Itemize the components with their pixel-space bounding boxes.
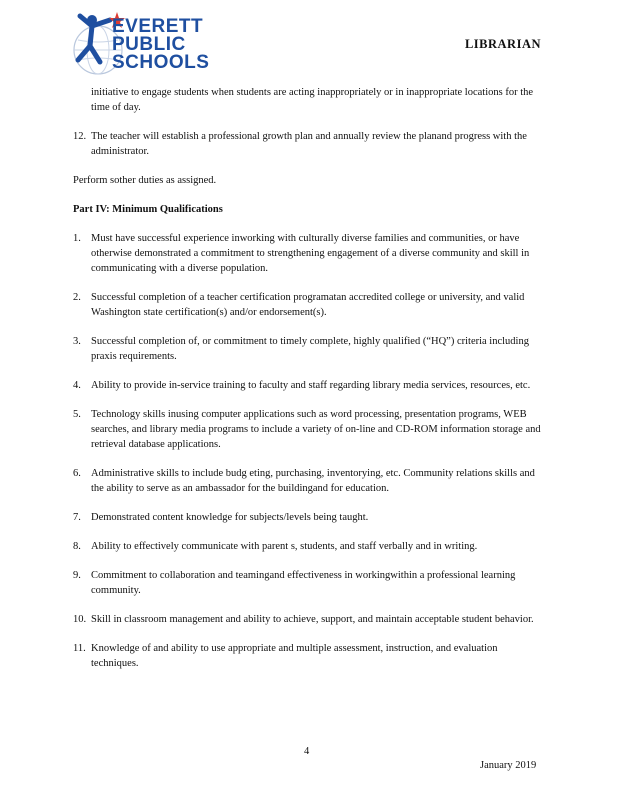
item-number: 8. bbox=[73, 541, 81, 552]
item-number: 4. bbox=[73, 380, 81, 391]
logo-line-1: EVERETT bbox=[112, 16, 204, 37]
item-text: Must have successful experience inworking with culturally diverse families and communities, or have otherwise demonstrated a commitment to strengthening engagement of a diverse community and skill in communicating with a diverse population. bbox=[91, 233, 530, 274]
item-text: Demonstrated content knowledge for subjects/levels being taught. bbox=[91, 512, 369, 523]
logo-line-2: PUBLIC bbox=[112, 34, 186, 55]
list-item-12 bbox=[73, 129, 543, 159]
item-number: 10. bbox=[73, 614, 87, 625]
logo-wordmark bbox=[112, 18, 209, 72]
list-item bbox=[73, 290, 543, 320]
item-text: Successful completion of, or commitment to timely complete, highly qualified (“HQ”) criteria including praxis requirements. bbox=[91, 336, 529, 362]
list-item bbox=[73, 641, 543, 671]
item-number: 6. bbox=[73, 468, 81, 479]
list-item bbox=[73, 407, 543, 452]
list-item bbox=[73, 612, 543, 627]
list-item bbox=[73, 378, 543, 393]
continuation-text: initiative to engage students when students are acting inappropriately or in inappropriate locations for the time of day. bbox=[91, 87, 534, 113]
item-number: 7. bbox=[73, 512, 81, 523]
list-item bbox=[73, 539, 543, 554]
document-title: LIBRARIAN bbox=[464, 37, 541, 51]
item-number: 12. bbox=[73, 131, 87, 142]
page-number: 4 bbox=[304, 746, 310, 757]
item-text: Ability to provide in-service training to faculty and staff regarding library media services, resources, etc. bbox=[91, 380, 531, 391]
item-text: Technology skills inusing computer applications such as word processing, presentation programs, WEB searches, and library media programs to include a variety of on-line and CD-ROM information storage and retrieval database applications. bbox=[91, 409, 541, 450]
item-number: 11. bbox=[73, 643, 86, 654]
footer-date: January 2019 bbox=[480, 760, 537, 771]
item-text: Commitment to collaboration and teamingand effectiveness in workingwithin a professional learning community. bbox=[91, 570, 516, 596]
item-text: Administrative skills to include budg eting, purchasing, inventorying, etc. Community relations skills and the ability to serve as an ambassador for the buildingand for education. bbox=[91, 468, 535, 494]
document-body bbox=[73, 85, 543, 671]
list-item bbox=[73, 510, 543, 525]
item-text: Knowledge of and ability to use appropriate and multiple assessment, instruction, and evaluation techniques. bbox=[91, 643, 498, 669]
qualifications-list bbox=[73, 231, 543, 671]
item-text: Successful completion of a teacher certification programatan accredited college or university, and valid Washington state certification(s) and/or endorsement(s). bbox=[91, 292, 525, 318]
item-text: The teacher will establish a professional growth plan and annually review the planand progress with the administrator. bbox=[91, 131, 527, 157]
item-number: 5. bbox=[73, 409, 81, 420]
item-number: 3. bbox=[73, 336, 81, 347]
item-number: 1. bbox=[73, 233, 81, 244]
item-number: 9. bbox=[73, 570, 81, 581]
item-text: Ability to effectively communicate with parent s, students, and staff verbally and in writing. bbox=[91, 541, 478, 552]
list-item bbox=[73, 231, 543, 276]
item-text: Skill in classroom management and ability to achieve, support, and maintain acceptable student behavior. bbox=[91, 614, 534, 625]
logo-line-3: SCHOOLS bbox=[112, 52, 210, 73]
section-heading: Part IV: Minimum Qualifications bbox=[73, 204, 223, 215]
other-duties: Perform sother duties as assigned. bbox=[73, 175, 217, 186]
list-item bbox=[73, 568, 543, 598]
item-number: 2. bbox=[73, 292, 81, 303]
list-item bbox=[73, 334, 543, 364]
list-item bbox=[73, 466, 543, 496]
